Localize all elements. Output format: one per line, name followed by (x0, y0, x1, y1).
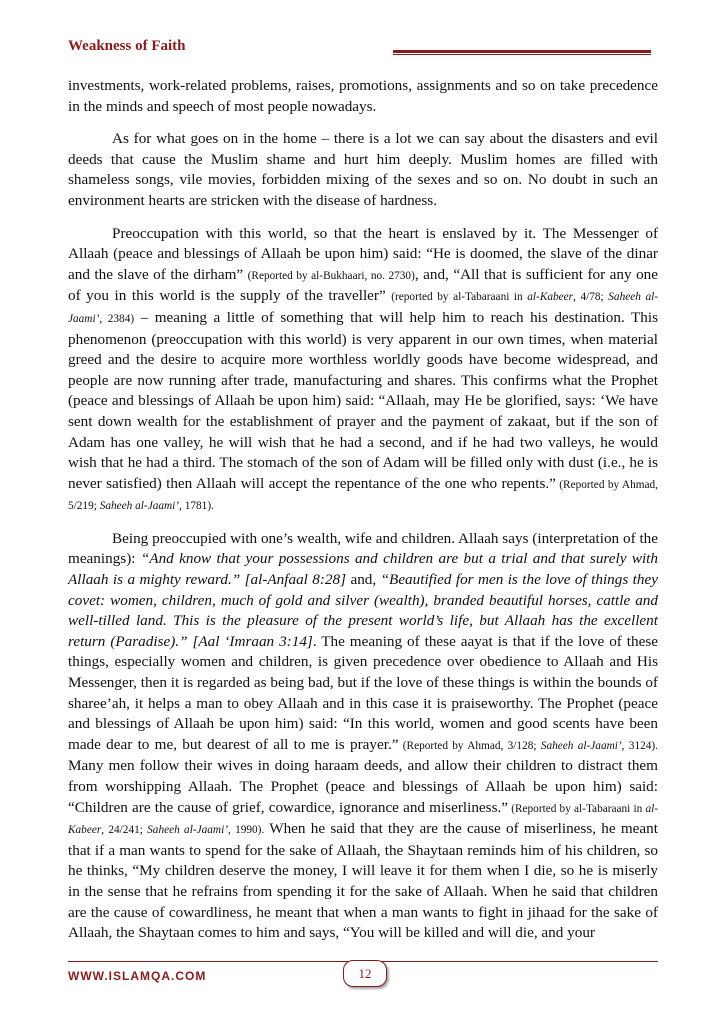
paragraph-3-text: , and, “All that is sufficient for any one of you in this world is the supply of the traveller” (68, 265, 659, 305)
citation-ahmad: (Reported by Ahmad, 5/219; Saheeh al-Jaami’, 1781). (68, 478, 658, 513)
page-number-badge: 12 (343, 960, 387, 987)
body-text (68, 76, 658, 956)
footer-website-link[interactable]: WWW.ISLAMQA.COM (68, 969, 207, 983)
running-header-title: Weakness of Faith (68, 38, 186, 54)
citation-tabaraani: (reported by al-Tabaraani in al-Kabeer, 4/78; Saheeh al-Jaami’, 2384) (68, 291, 658, 325)
citation-tabaraani: (Reported by al-Tabaraani in al-Kabeer, 24/241; Saheeh al-Jaami’, 1990). (68, 802, 659, 837)
paragraph-3-text: Preoccupation with this world, so that the heart is enslaved by it. The Messenger of Allaah (peace and blessings of Allaah be upon him) said: “He is doomed, the slave of the dinar and the slave of the dirham” (68, 224, 658, 283)
paragraph-4 (68, 529, 658, 944)
paragraph-1: investments, work-related problems, raises, promotions, assignments and so on take precedence in the minds and speech of most people nowadays. (68, 77, 658, 115)
paragraph-3 (68, 224, 658, 517)
paragraph-4-text: When he said that they are the cause of miserliness, he meant that if a man wants to spend for the sake of Allaah, the Shaytaan reminds him of his children, so he thinks, “My children deserve the money, I will leave it for them when I die, so he is miserly in the sense that he refrains from spending it for the sake of Allaah. When he said that children are the cause of cowardliness, he meant that when a man wants to fight in jihaad for the sake of Allaah, the Shaytaan comes to him and says, “You will be killed and will die, and your (68, 820, 658, 942)
paragraph-2: As for what goes on in the home – there is a lot we can say about the disasters and evil deeds that cause the Muslim shame and hurt him deeply. Muslim homes are filled with shameless songs, vile movies, forbidden mixing of the sexes and so on. No doubt in such an environment hearts are stricken with the disease of hardness. (68, 130, 658, 209)
quran-quote-aal-imraan: “Beautified for men is the love of things they covet: women, children, much of gold and silver (wealth), branded beautiful horses, cattle and well-tilled land. This is the pleasure of the present world’s life, but Allaah has the excellent return (Paradise).” [Aal ‘Imraan 3:14] (68, 571, 658, 650)
citation-ahmad: (Reported by Ahmad, 3/128; Saheeh al-Jaami’, 3124). (398, 739, 658, 752)
citation-bukhaari: (Reported by al-Bukhaari, no. 2730) (247, 269, 415, 282)
paragraph-4-text: . The meaning of these aayat is that if the love of these things, especially women and children, is given precedence over obedience to Allaah and His Messenger, then it is regarded as being bad, but if the love of these things is within the bounds of sharee’ah, it helps a man to obey Allaah and in this case it is praiseworthy. The Prophet (peace and blessings of Allaah be upon him) said: “In this world, women and good scents have been made dear to me, but dearest of all to me is prayer.” (68, 632, 658, 753)
quran-quote-anfaal: “And know that your possessions and children are but a trial and that surely with Allaah is a mighty reward.” [al-Anfaal 8:28] (68, 550, 658, 589)
paragraph-3-text: – meaning a little of something that will help him to reach his destination. This phenomenon (preoccupation with this world) is very apparent in our own times, when material greed and the desire to acquire more worthless worldly goods have become widespread, and people are now running after trade, manufacturing and shares. This confirms what the Prophet (peace and blessings of Allaah be upon him) said: “Allaah, may He be glorified, says: ‘We have sent down wealth for the establishment of prayer and the payment of zakaat, but if the son of Adam has one valley, he will wish that he had a second, and if he had two valleys, he would wish that he had a third. The stomach of the son of Adam will be filled only with dust (i.e., he is never satisfied) then Allaah will accept the repentance of the one who repents.” (68, 308, 658, 492)
header-rule (393, 50, 651, 55)
paragraph-4-text: and, (346, 571, 381, 589)
paragraph-4-text: Many men follow their wives in doing haraam deeds, and allow their children to distract them from worshipping Allaah. The Prophet (peace and blessings of Allaah be upon him) said: “Children are the cause of grief, cowardice, ignorance and miserliness.” (68, 757, 658, 816)
paragraph-4-text: Being preoccupied with one’s wealth, wife and children. Allaah says (interpretation of the meanings): (68, 529, 658, 568)
